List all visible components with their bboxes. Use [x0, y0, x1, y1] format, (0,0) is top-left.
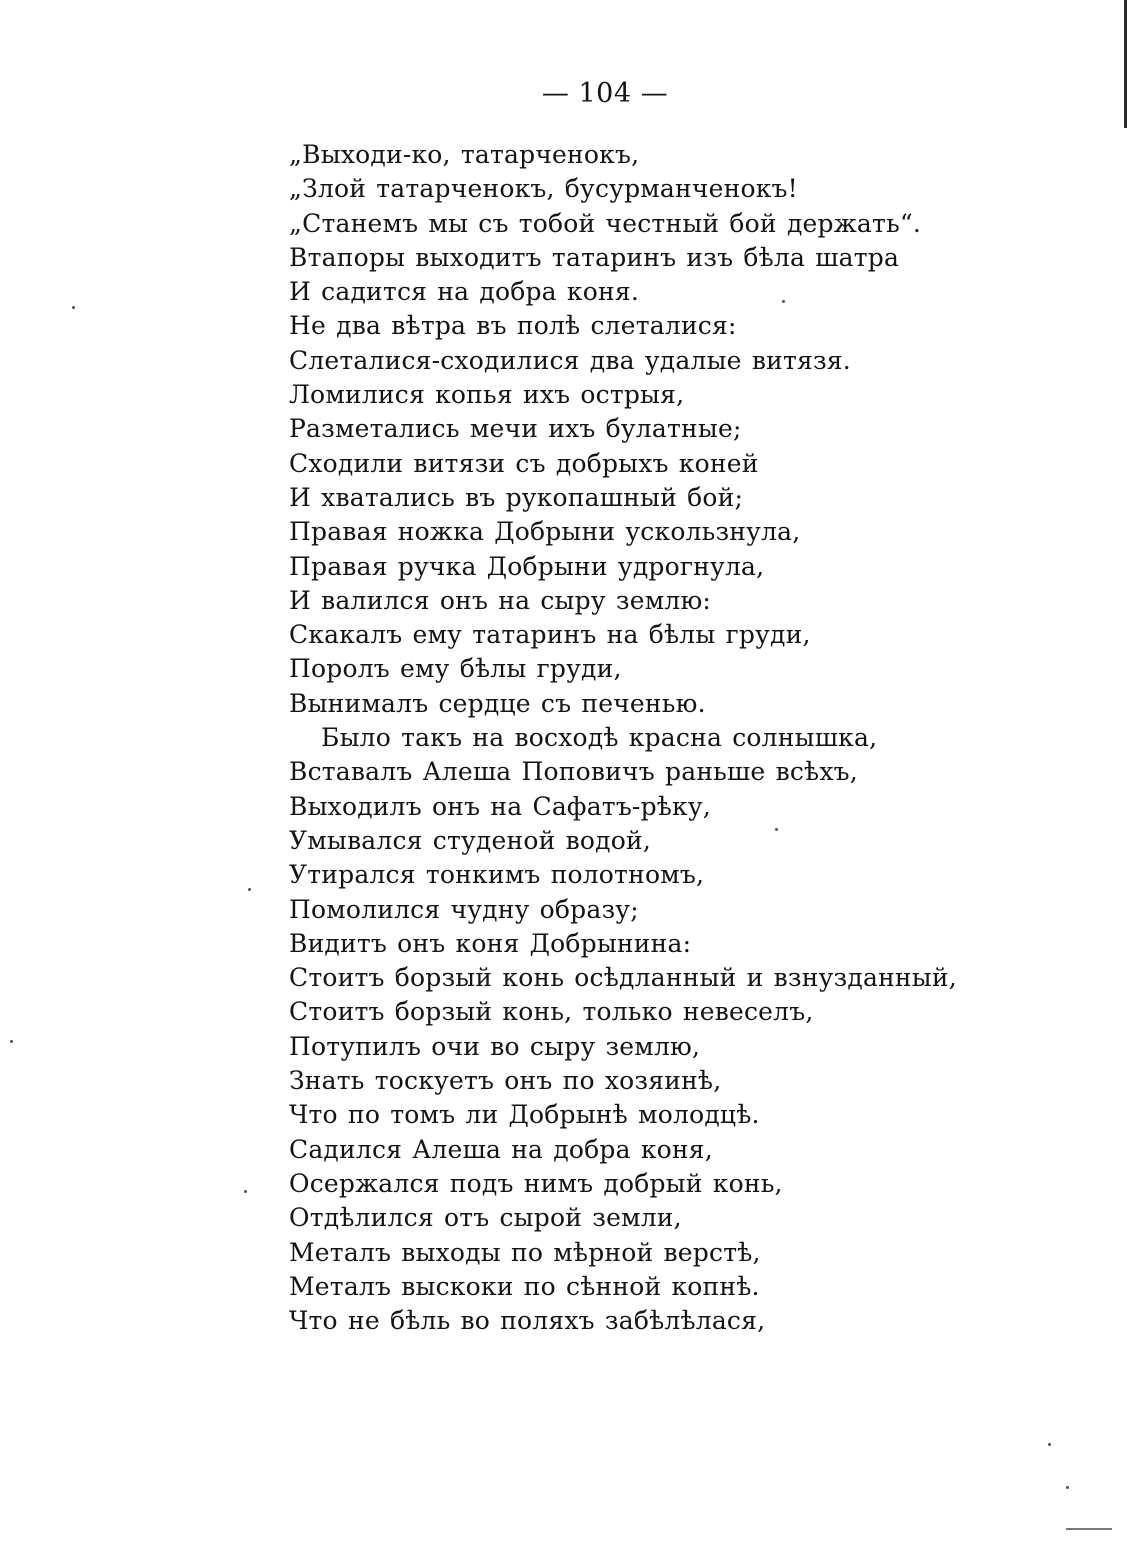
- verse-line: Вынималъ сердце съ печенью.: [289, 688, 706, 718]
- verse-line: Утирался тонкимъ полотномъ,: [289, 860, 705, 890]
- verse-line: Сходили витязи съ добрыхъ коней: [289, 448, 759, 478]
- verse-line: Умывался студеной водой,: [289, 825, 652, 855]
- verse-body: [289, 138, 1109, 1338]
- verse-line: „Выходи-ко, татарченокъ,: [289, 140, 640, 169]
- scan-speck: [72, 306, 75, 309]
- verse-line: Правая ножка Добрыни ускользнула,: [289, 517, 801, 547]
- verse-line: Выходилъ онъ на Сафатъ-рѣку,: [289, 791, 711, 821]
- verse-line: Втапоры выходитъ татаринъ изъ бѣла шатра: [289, 242, 900, 272]
- verse-line: Осержался подъ нимъ добрый конь,: [289, 1168, 783, 1198]
- scan-speck: [1048, 1443, 1051, 1446]
- verse-line: Что по томъ ли Добрынѣ молодцѣ.: [289, 1100, 760, 1130]
- page-number: — 104 —: [541, 78, 669, 109]
- verse-line: Садился Алеша на добра коня,: [289, 1134, 713, 1164]
- verse-line: Видитъ онъ коня Добрынина:: [289, 928, 692, 958]
- scan-mark: [1066, 1528, 1112, 1530]
- scan-speck: [775, 828, 778, 831]
- verse-line: Вставалъ Алеша Поповичъ раньше всѣхъ,: [289, 757, 858, 787]
- verse-line: Отдѣлился отъ сырой земли,: [289, 1203, 682, 1233]
- verse-line: И хватались въ рукопашный бой;: [289, 482, 744, 512]
- verse-line: Стоитъ борзый конь осѣдланный и взнузданный,: [289, 963, 957, 993]
- verse-line: Правая ручка Добрыни удрогнула,: [289, 551, 765, 581]
- verse-line: Не два вѣтра въ полѣ слеталися:: [289, 311, 737, 341]
- scan-speck: [10, 1040, 13, 1043]
- verse-line: Помолился чудну образу;: [289, 894, 639, 924]
- verse-line: „Станемъ мы съ тобой честный бой держать“.: [289, 208, 922, 238]
- verse-line: Слеталися-сходилися два удалые витязя.: [289, 345, 851, 375]
- verse-line: Металъ выходы по мѣрной верстѣ,: [289, 1237, 761, 1267]
- verse-line: Ломилися копья ихъ острыя,: [289, 380, 685, 410]
- verse-line: И валился онъ на сыру землю:: [289, 585, 712, 615]
- verse-line: Что не бѣль во поляхъ забѣлѣлася,: [289, 1306, 766, 1336]
- scan-speck: [1066, 1486, 1069, 1489]
- verse-line: „Злой татарченокъ, бусурманченокъ!: [289, 174, 798, 204]
- verse-line: Было такъ на восходѣ красна солнышка,: [321, 723, 878, 753]
- verse-line: Металъ выскоки по сѣнной копнѣ.: [289, 1271, 760, 1301]
- verse-line: И садится на добра коня.: [289, 277, 639, 307]
- verse-line: Поролъ ему бѣлы груди,: [289, 654, 622, 684]
- verse-line: Скакалъ ему татаринъ на бѣлы груди,: [289, 620, 811, 650]
- verse-line: Потупилъ очи во сыру землю,: [289, 1031, 701, 1061]
- verse-line: Стоитъ борзый конь, только невеселъ,: [289, 997, 814, 1027]
- scan-speck: [248, 888, 251, 891]
- verse-line: Знать тоскуетъ онъ по хозяинѣ,: [289, 1066, 722, 1096]
- verse-line: Разметались мечи ихъ булатные;: [289, 414, 742, 444]
- scan-speck: [244, 1190, 247, 1193]
- scan-speck: [782, 300, 785, 303]
